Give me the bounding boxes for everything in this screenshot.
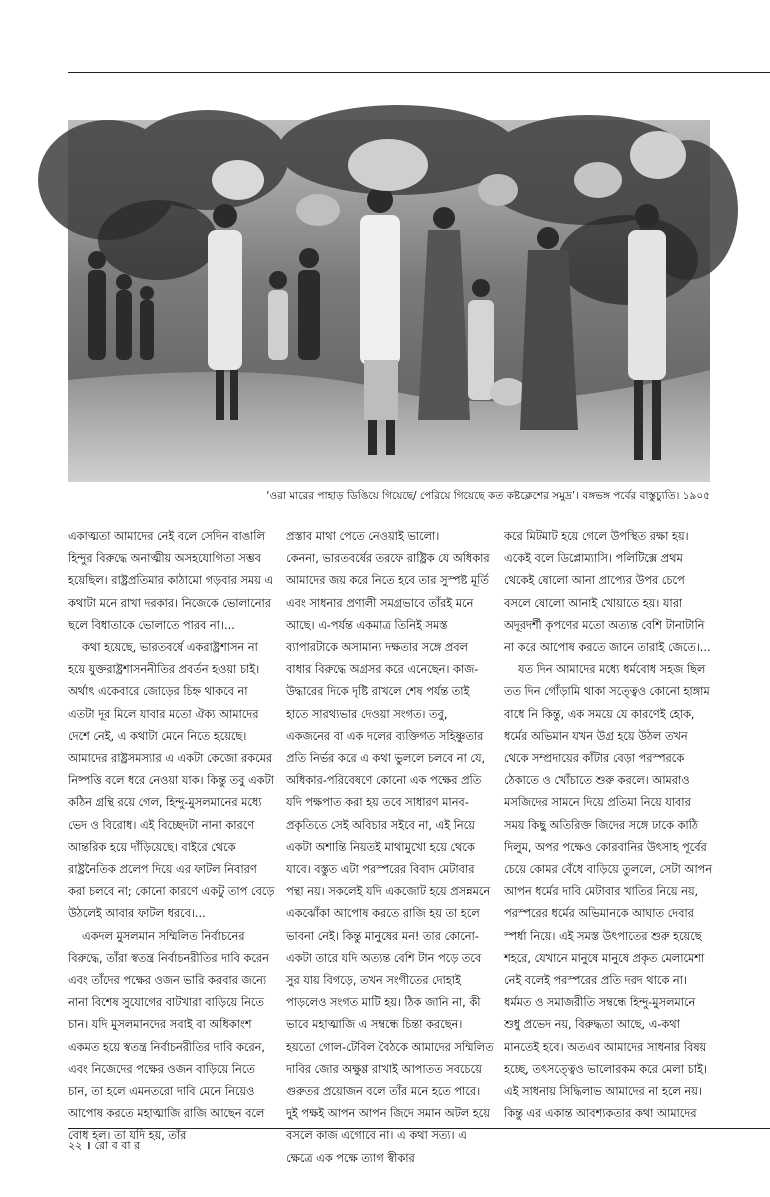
bottom-rule <box>68 1128 770 1129</box>
paragraph: প্রস্তাব মাথা পেতে নেওয়াই ভালো। <box>286 530 440 543</box>
page-number: ২২ <box>68 1139 83 1152</box>
paragraph: কথা হয়েছে, ভারতবর্ষে একরাষ্ট্রশাসন না হয়ে যুক্তরাষ্ট্রশাসননীতির প্রবর্তন হওয়া চাই। অর্থাৎ একেবারে জোড়ের চিহ্ন থাকবে না এতটা দূর মিলে যাবার মতো ঐক্য আমাদের দেশে নেই, এ কথাটা মেনে নিতে হয়েছে। আমাদের রাষ্ট্রসমস্যার এ একটা কেজো রকমের নিষ্পত্তি বলে ধরে নেওয়া যাক। কিন্তু তবু একটা কঠিন গ্রন্থি রয়ে গেল, হিন্দু-মুসলমানের মধ্যে ভেদ ও বিরোধ। এই বিচ্ছেদটা নানা কারণে আন্তরিক হয়ে দাঁড়িয়েছে। বাইরে থেকে রাষ্ট্রনৈতিক প্রলেপ দিয়ে এর ফাটল নিবারণ করা চলবে না; কোনো কারণে একটু তাপ বেড়ে উঠলেই আবার ফাটল ধরবে।... <box>68 641 275 921</box>
text-column-2 <box>286 526 494 1165</box>
paragraph: ধর্মমত ও সমাজরীতি সম্বন্ধে হিন্দু-মুসলমানে শুধু প্রভেদ নয়, বিরুদ্ধতা আছে, এ-কথা মানতেই হবে। অতএব আমাদের সাধনার বিষয় হচ্ছে, তৎসত্ত্বেও ভালোরকম করে মেলা চাই। এই সাধনায় সিদ্ধিলাভ আমাদের না হলে নয়। কিন্তু এর একান্ত আবশ্যকতার কথা আমাদের <box>504 996 707 1121</box>
paragraph: একাত্মতা আমাদের নেই বলে সেদিন বাঙালি হিন্দুর বিরুদ্ধে অনাত্মীয় অসহযোগিতা সম্ভব হয়েছিল। রাষ্ট্রপ্রতিমার কাঠামো গড়বার সময় এ কথাটা মনে রাখা দরকার। নিজেকে ভোলানোর ছলে বিধাতাকে ভোলাতে পারব না।... <box>68 530 274 632</box>
paragraph: কেননা, ভারতবর্ষের তরফে রাষ্ট্রিক যে অধিকার আমাদের জয় করে নিতে হবে তার সুস্পষ্ট মূর্তি এবং সাধনার প্রণালী সমগ্রভাবে তাঁরই মনে আছে। এ-পর্যন্ত একমাত্র তিনিই সমস্ত ব্যাপারটাকে অসামান্য দক্ষতার সঙ্গে প্রবল বাধার বিরুদ্ধে অগ্রসর করে এনেছেন। কাজ-উদ্ধারের দিকে দৃষ্টি রাখলে শেষ পর্যন্ত তাই হাতে সারথ্যভার দেওয়া সংগত। তবু, একজনের বা এক দলের ব্যক্তিগত সহিষ্ণুতার প্রতি নির্ভর করে এ কথা ভুললে চলবে না যে, অধিকার-পরিবেষণে কোনো এক পক্ষের প্রতি যদি পক্ষপাত করা হয় তবে সাধারণ মানব-প্রকৃতিতে সেই অবিচার সইবে না, এই নিয়ে একটা অশান্তি নিয়তই মাথামুখো হয়ে থেকে যাবে। বস্তুত এটা পরস্পরের বিবাদ মেটাবার পন্থা নয়। সকলেই যদি একজোট হয়ে প্রসন্নমনে একঝোঁকা আপোষ করতে রাজি হয় তা হলে ভাবনা নেই। কিন্তু মানুষের মন! তার কোনো-একটা তারে যদি অত্যন্ত বেশি টান পড়ে তবে সুর যায় বিগড়ে, তখন সংগীতের দোহাই পাড়লেও সংগত মাটি হয়। ঠিক জানি না, কী ভাবে মহাত্মাজি এ সম্বন্ধে চিন্তা করছেন। হয়তো গোল-টেবিল বৈঠকে আমাদের সম্মিলিত দাবির জোর অক্ষুণ্ণ রাখাই আপাতত সবচেয়ে গুরুতর প্রয়োজন বলে তাঁর মনে হতে পারে। দুই পক্ষই আপন আপন জিদে সমান অটল হয়ে বসলে কাজ এগোবে না। এ কথা সত্য। এ ক্ষেত্রে এক পক্ষে ত্যাগ স্বীকার <box>286 552 494 1165</box>
top-rule <box>68 72 770 73</box>
photo-caption: ‘ওরা মারের পাহাড় ডিঙিয়ে গিয়েছে/ পেরিয়ে গিয়েছে কত কষ্টক্লেশের সমুদ্র’। বঙ্গভঙ্গ পর্বের বাস্তুচ্যুতি। ১৯০৫ <box>266 490 710 502</box>
paragraph: করে মিটমাট হয়ে গেলে উপস্থিত রক্ষা হয়। একেই বলে ডিপ্লোম্যাসি। পলিটিক্সে প্রথম থেকেই ষোলো আনা প্রাপ্যের উপর চেপে বসলে ষোলো আনাই খোয়াতে হয়। যারা অদূরদর্শী কৃপণের মতো অত্যন্ত বেশি টানাটানি না করে আপোষ করতে জানে তারাই জেতে।... <box>504 530 711 655</box>
footer-separator: । <box>86 1139 91 1152</box>
refugee-procession-image <box>68 120 710 482</box>
paragraph: একদল মুসলমান সম্মিলিত নির্বাচনের বিরুদ্ধে, তাঁরা স্বতন্ত্র নির্বাচনরীতির দাবি করেন এবং তাঁদের পক্ষের ওজন ভারি করবার জন্যে নানা বিশেষ সুযোগের বাটখারা বাড়িয়ে নিতে চান। যদি মুসলমানদের সবাই বা অধিকাংশ একমত হয়ে স্বতন্ত্র নির্বাচনরীতির দাবি করেন, এবং নিজেদের পক্ষের ওজন বাড়িয়ে নিতে চান, তা হলে এমনতরো দাবি মেনে নিয়েও আপোষ করতে মহাত্মাজি রাজি আছেন বলে বোধ হল। তা যদি হয়, তাঁর <box>68 929 269 1143</box>
text-column-3 <box>504 526 712 1121</box>
page-footer <box>68 1137 140 1156</box>
article-photo <box>68 120 710 482</box>
paragraph: যত দিন আমাদের মধ্যে ধর্মবোধ সহজ ছিল তত দিন গোঁড়ামি থাকা সত্ত্বেও কোনো হাঙ্গাম বাধে নি কিন্তু, এক সময়ে যে কারণেই হোক, ধর্মের অভিমান যখন উগ্র হয়ে উঠল তখন থেকে সম্প্রদায়ের কাঁটার বেড়া পরস্পরকে ঠেকাতে ও খোঁচাতে শুরু করলে। আমরাও মসজিদের সামনে দিয়ে প্রতিমা নিয়ে যাবার সময় কিছু অতিরিক্ত জিদের সঙ্গে ঢাকে কাঠি দিলুম, অপর পক্ষেও কোরবানির উৎসাহ পূর্বের চেয়ে কোমর বেঁধে বাড়িয়ে তুললে, সেটা আপন আপন ধর্মের দাবি মেটাবার খাতির নিয়ে নয়, পরস্পরের ধর্মের অভিমানকে আঘাত দেবার স্পর্ধা নিয়ে। এই সমস্ত উৎপাতের শুরু হয়েছে শহরে, যেখানে মানুষে মানুষে প্রকৃত মেলামেশা নেই বলেই পরস্পরের প্রতি দরদ থাকে না। <box>504 663 712 988</box>
text-column-1 <box>68 526 276 1143</box>
magazine-name: রো ব বা র <box>94 1139 141 1152</box>
